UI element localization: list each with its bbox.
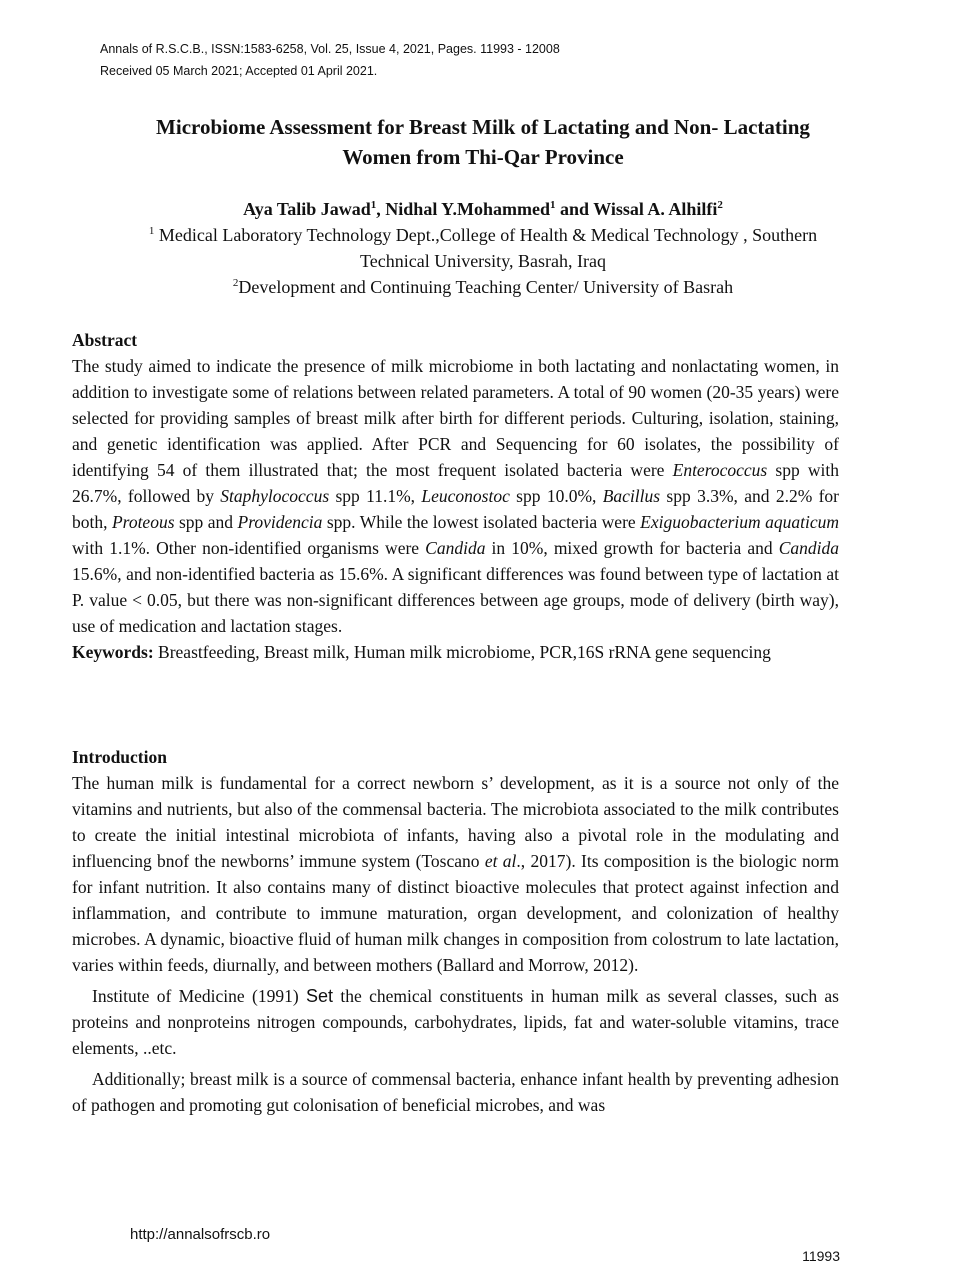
title-line-1: Microbiome Assessment for Breast Milk of Lactating and Non- Lactating [156, 115, 810, 139]
genus-name: Candida [778, 538, 839, 558]
author-3: Wissal A. Alhilfi [593, 199, 718, 219]
affiliation-1-sup: 1 [148, 225, 155, 237]
journal-header [100, 38, 560, 82]
intro-span: ., 2017). Its composition is the biologic norm for infant nutrition. It also contains many of distinct bioactive molecules that protect against infection and inflammation, and contribute to immune maturation, organ development, and colonization of healthy microbes. A dynamic, bioactive fluid of human milk changes in composition from colostrum to late lactation, varies within feeds, diurnally, and between mothers (Ballard and Morrow, 2012). [72, 851, 839, 975]
abstract-heading: Abstract [72, 330, 138, 350]
abstract-span: 15.6%, and non-identified bacteria as 15.6%. A significant differences was found between type of lactation at P. value < 0.05, but there was non-significant differences between age groups, mode of delivery (birth way), use of medication and lactation stages. [72, 564, 839, 636]
author-3-sup: 2 [717, 199, 723, 211]
abstract-span: The study aimed to indicate the presence of milk microbiome in both lactating and nonlactating women, in addition to investigate some of relations between related parameters. A total of 90 women (20-35 years) were selected for providing samples of breast milk after birth for different periods. Culturing, isolation, staining, and genetic identification was applied. After PCR and Sequencing for 60 isolates, the possibility of identifying 54 of them illustrated that; the most frequent isolated bacteria were [72, 356, 839, 480]
abstract-span: spp 3.3%, and 2.2% for both, [72, 486, 840, 532]
abstract-span: spp and [174, 512, 238, 532]
keywords-label: Keywords: [72, 642, 154, 662]
introduction-section [72, 744, 839, 1118]
genus-name: Proteous [111, 512, 175, 532]
received-accepted-dates: Received 05 March 2021; Accepted 01 April 2021. [100, 64, 378, 78]
author-1-sup: 1 [370, 199, 377, 211]
genus-name: Leuconostoc [421, 486, 510, 506]
footer-url: http://annalsofrscb.ro [130, 1226, 271, 1243]
abstract-span: spp 10.0%, [509, 486, 603, 506]
genus-name: Staphylococcus [220, 486, 330, 506]
journal-citation: Annals of R.S.C.B., ISSN:1583-6258, Vol. 25, Issue 4, 2021, Pages. 11993 - 12008 [100, 42, 560, 56]
abstract-span: spp 11.1%, [329, 486, 422, 506]
author-2-sup: 1 [550, 199, 556, 211]
intro-paragraph-1 [72, 770, 839, 978]
author-separator: , [376, 199, 386, 219]
affiliation-1-text: Medical Laboratory Technology Dept.,College of Health & Medical Technology , Southern [154, 225, 818, 245]
affiliation-2 [60, 274, 906, 300]
author-block [60, 196, 906, 300]
abstract-span: spp with 26.7%, followed by [72, 460, 839, 506]
abstract-span: in 10%, mixed growth for bacteria and [485, 538, 779, 558]
affiliation-1-cont: Technical University, Basrah, Iraq [360, 251, 606, 271]
author-2: Nidhal Y.Mohammed [385, 199, 550, 219]
author-separator: and [555, 199, 594, 219]
genus-name: Enterococcus [672, 460, 768, 480]
keywords-list: Breastfeeding, Breast milk, Human milk microbiome, PCR,16S rRNA gene sequencing [153, 642, 771, 662]
abstract-span: with 1.1%. Other non-identified organisms were [72, 538, 426, 558]
intro-paragraph-3: Additionally; breast milk is a source of commensal bacteria, enhance infant health by preventing adhesion of pathogen and promoting gut colonisation of beneficial microbes, and was [72, 1069, 839, 1115]
genus-name: Candida [425, 538, 486, 558]
affiliation-2-text: Development and Continuing Teaching Center/ University of Basrah [238, 277, 734, 297]
intro-span: Set [306, 986, 334, 1006]
citation-etal: et al [484, 851, 517, 871]
intro-paragraph-2 [72, 983, 839, 1061]
affiliation-1 [60, 222, 906, 248]
introduction-heading: Introduction [72, 747, 167, 767]
author-names [60, 196, 906, 222]
abstract-section [72, 327, 839, 665]
genus-name: Bacillus [602, 486, 661, 506]
intro-span: Institute of Medicine (1991) [92, 986, 307, 1006]
intro-span: the chemical constituents in human milk as several classes, such as proteins and nonproteins nitrogen compounds, carbohydrates, lipids, fat and water-soluble vitamins, trace elements, ..etc. [72, 986, 839, 1058]
paper-title [60, 112, 906, 172]
species-name: Exiguobacterium aquaticum [640, 512, 840, 532]
author-1: Aya Talib Jawad [243, 199, 371, 219]
abstract-span: spp. While the lowest isolated bacteria were [322, 512, 641, 532]
intro-span: The human milk is fundamental for a correct newborn s’ development, as it is a source not only of the vitamins and nutrients, but also of the commensal bacteria. The microbiota associated to the milk contributes to create the initial intestinal microbiota of infants, having also a pivotal role in the modulating and influencing bnof the newborns’ immune system (Toscano [72, 773, 839, 871]
title-line-2: Women from Thi-Qar Province [342, 145, 624, 169]
affiliation-2-sup: 2 [232, 277, 239, 289]
abstract-text [72, 353, 839, 639]
page-number: 11993 [802, 1248, 840, 1264]
genus-name: Providencia [237, 512, 323, 532]
keywords [72, 639, 839, 665]
